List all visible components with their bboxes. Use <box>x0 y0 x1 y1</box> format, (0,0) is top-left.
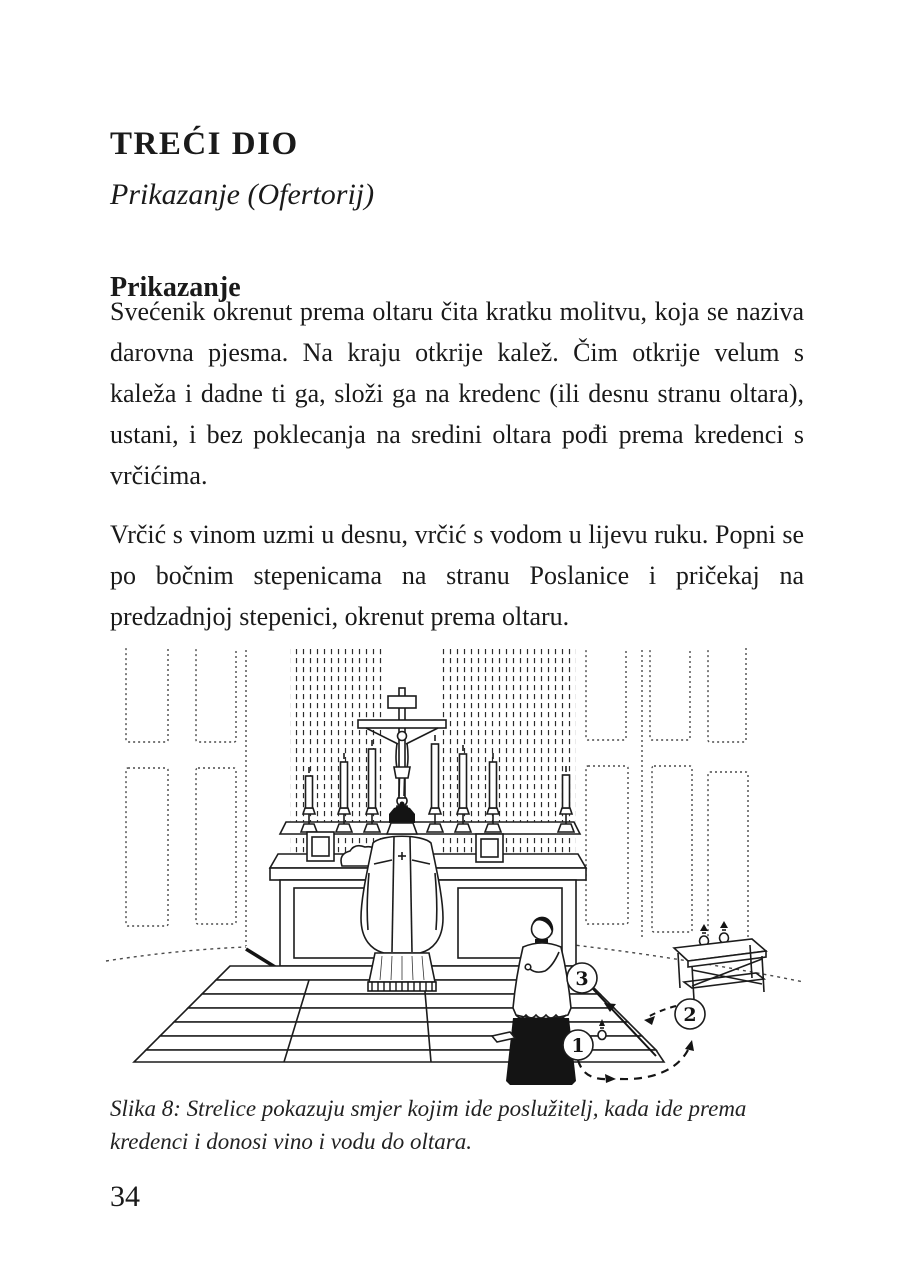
chapter-subtitle: Prikazanje (Ofertorij) <box>110 178 375 211</box>
wall-panels-right <box>556 648 804 982</box>
page-title: TREĆI DIO <box>110 126 299 163</box>
svg-text:3: 3 <box>575 968 589 990</box>
altar-illustration <box>104 648 804 1088</box>
wall-panels-left <box>106 648 246 961</box>
credence-table <box>674 921 766 1000</box>
svg-text:2: 2 <box>683 1004 697 1026</box>
route-marker-2 <box>675 999 705 1029</box>
paragraph-1: Svećenik okrenut prema oltaru čita kratku molitvu, koja se naziva darovna pjesma. Na kraju otkrije kalež. Čim otkrije velum s kaleža i dadne ti ga, složi ga na kredenc (ili desnu stranu oltara), ustani, i bez poklecanja na sredini oltara pođi prema kredenci s vrčićima. <box>110 297 804 490</box>
figure-caption: Slika 8: Strelice pokazuju smjer kojim ide poslužitelj, kada ide prema kredenci i donosi vino i vodu do oltara. <box>110 1096 747 1154</box>
section-heading: Prikazanje <box>110 272 241 304</box>
paragraph-2: Vrčić s vinom uzmi u desnu, vrčić s vodom u lijevu ruku. Popni se po bočnim stepenicama na stranu Poslanice i pričekaj na predzadnjoj stepenici, okrenut prema oltaru. <box>110 520 804 631</box>
route-marker-1 <box>563 1030 593 1060</box>
page-number: 34 <box>110 1180 140 1213</box>
route-marker-3 <box>567 963 597 993</box>
svg-text:1: 1 <box>571 1035 585 1057</box>
